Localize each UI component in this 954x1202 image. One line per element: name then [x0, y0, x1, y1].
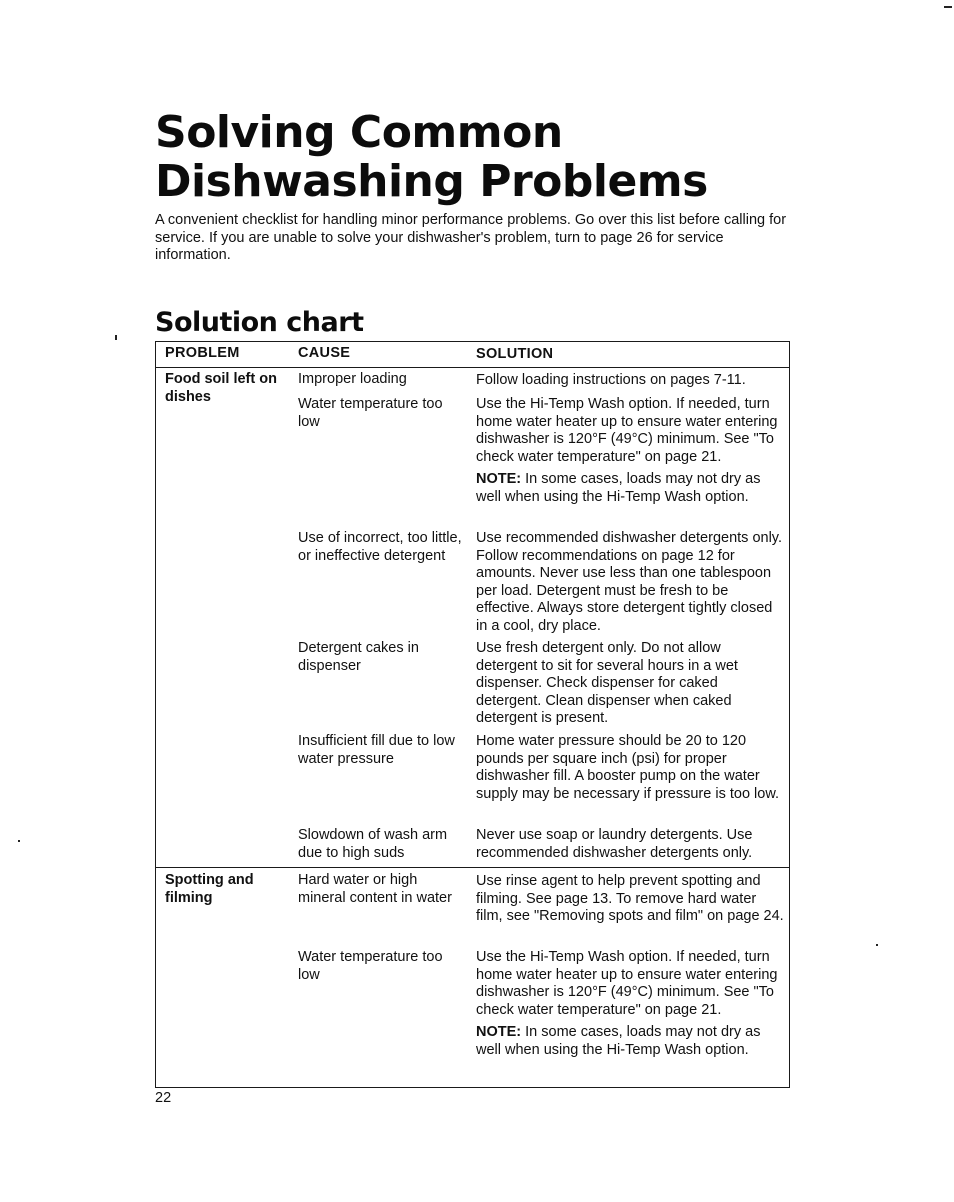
problem-spotting-filming: Spotting and filming: [165, 872, 254, 906]
page-title-line-1: Solving Common: [155, 107, 563, 158]
solution-text: Use the Hi-Temp Wash option. If needed, turn home water heater up to ensure water entering dishwasher is 120°F (49°C) minimum. See "To check water temperature" on page 21.: [476, 949, 778, 1018]
cause-cell: Slowdown of wash arm due to high suds: [298, 827, 448, 861]
page-title-line-2: Dishwashing Problems: [155, 156, 708, 207]
note-text: In some cases, loads may not dry as well when using the Hi-Temp Wash option.: [476, 471, 761, 505]
intro-paragraph: A convenient checklist for handling minor performance problems. Go over this list before calling for service. If you are unable to solve your dishwasher's problem, turn to page 26 for service information.: [155, 212, 787, 263]
section-title: Solution chart: [155, 307, 364, 338]
solution-note: [476, 1024, 786, 1059]
scan-speck: [115, 335, 117, 340]
scan-speck: [876, 944, 878, 946]
solution-text: Use the Hi-Temp Wash option. If needed, turn home water heater up to ensure water entering dishwasher is 120°F (49°C) minimum. See "To check water temperature" on page 21.: [476, 396, 778, 465]
edge-mark: [944, 6, 952, 8]
header-solution: SOLUTION: [476, 346, 554, 362]
solution-cell: Use recommended dishwasher detergents only. Follow recommendations on page 12 for amounts. Never use less than one tablespoon per load. Detergent must be fresh to be effective. Always store detergent tightly closed in a cool, dry place.: [476, 530, 783, 634]
solution-cell: Home water pressure should be 20 to 120 pounds per square inch (psi) for proper dishwasher fill. A booster pump on the water supply may be necessary if pressure is too low.: [476, 733, 780, 802]
note-label: NOTE:: [476, 471, 522, 488]
page-number: 22: [155, 1090, 172, 1106]
solution-cell: Use fresh detergent only. Do not allow detergent to sit for several hours in a wet dispenser. Check dispenser for caked detergent. Clean dispenser when caked detergent is present.: [476, 640, 738, 727]
header-divider: [156, 367, 789, 368]
cause-cell: Use of incorrect, too little, or ineffective detergent: [298, 530, 462, 564]
cause-cell: Improper loading: [298, 371, 407, 387]
solution-note: [476, 471, 786, 506]
solution-cell: [476, 949, 786, 1060]
cause-cell: Insufficient fill due to low water pressure: [298, 733, 455, 767]
note-text: In some cases, loads may not dry as well when using the Hi-Temp Wash option.: [476, 1024, 761, 1058]
cause-cell: Water temperature too low: [298, 949, 443, 983]
solution-cell: Follow loading instructions on pages 7-11.: [476, 372, 746, 388]
solution-chart: [155, 341, 790, 1088]
solution-cell: Use rinse agent to help prevent spotting and filming. See page 13. To remove hard water film, see "Removing spots and film" on page 24.: [476, 873, 784, 925]
header-cause: CAUSE: [298, 345, 351, 361]
group-divider: [156, 867, 789, 868]
cause-cell: Hard water or high mineral content in water: [298, 872, 452, 906]
cause-cell: Water temperature too low: [298, 396, 443, 430]
header-problem: PROBLEM: [165, 345, 240, 361]
note-label: NOTE:: [476, 1024, 522, 1041]
problem-food-soil: Food soil left on dishes: [165, 371, 277, 405]
solution-cell: [476, 396, 786, 507]
solution-cell: Never use soap or laundry detergents. Use recommended dishwasher detergents only.: [476, 827, 753, 861]
scan-speck: [18, 840, 20, 842]
cause-cell: Detergent cakes in dispenser: [298, 640, 419, 674]
page-title: [155, 108, 708, 206]
